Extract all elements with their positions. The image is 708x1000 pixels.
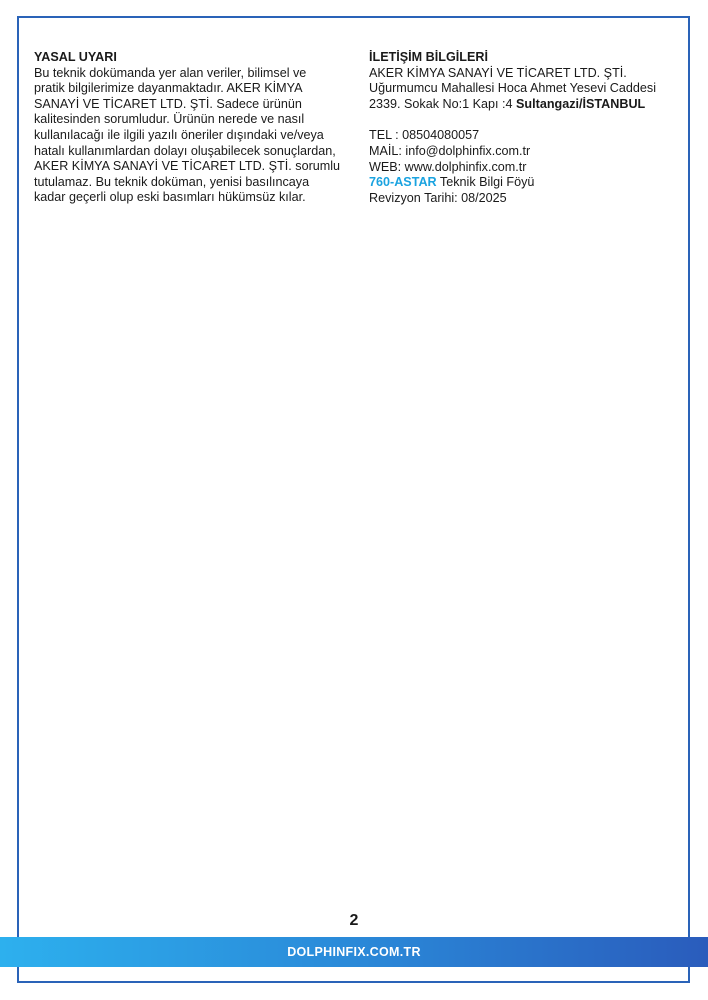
footer-bar [0,937,708,967]
email-address: MAİL: info@dolphinfix.com.tr [369,143,531,158]
legal-line: hatalı kullanımlardan dolayı oluşabilecek sonuçlardan, [34,143,336,158]
contact-info-section [369,50,669,206]
legal-line: Bu teknik dokümanda yer alan veriler, bilimsel ve [34,65,307,80]
legal-line: pratik bilgilerimize dayanmaktadır. AKER KİMYA [34,81,303,96]
address-line-1: Uğurmumcu Mahallesi Hoca Ahmet Yesevi Caddesi [369,81,656,96]
address-street: 2339. Sokak No:1 Kapı :4 [369,96,517,111]
legal-line: kalitesinden sorumludur. Ürünün nerede ve nasıl [34,112,305,127]
page-number: 2 [349,912,359,929]
legal-line: tutulamaz. Bu teknik doküman, yenisi basılıncaya [34,174,310,189]
legal-line: SANAYİ VE TİCARET LTD. ŞTİ. Sadece ürünün [34,96,302,111]
phone-number: TEL : 08504080057 [369,128,480,143]
legal-notice-text [34,65,341,206]
product-document-title [369,175,669,191]
address-line-2 [369,97,669,113]
product-code: 760-ASTAR [369,175,437,190]
legal-notice-heading: YASAL UYARI [34,50,117,64]
website-url: WEB: www.dolphinfix.com.tr [369,159,527,174]
address-city: Sultangazi/İSTANBUL [516,96,646,111]
legal-line: kadar geçerli olup eski basımları hükümsüz kılar. [34,190,306,205]
legal-line: kullanılacağı ile ilgili yazılı öneriler dışındaki ve/veya [34,127,324,142]
revision-date: Revizyon Tarihi: 08/2025 [369,190,507,205]
company-name: AKER KİMYA SANAYİ VE TİCARET LTD. ŞTİ. [369,65,627,80]
product-document-suffix: Teknik Bilgi Föyü [436,175,535,190]
legal-line: AKER KİMYA SANAYİ VE TİCARET LTD. ŞTİ. sorumlu [34,159,341,174]
contact-heading: İLETİŞİM BİLGİLERİ [369,50,488,64]
spacer [369,112,669,128]
legal-notice-section [34,50,341,206]
footer-website: DOLPHINFIX.COM.TR [287,945,421,959]
